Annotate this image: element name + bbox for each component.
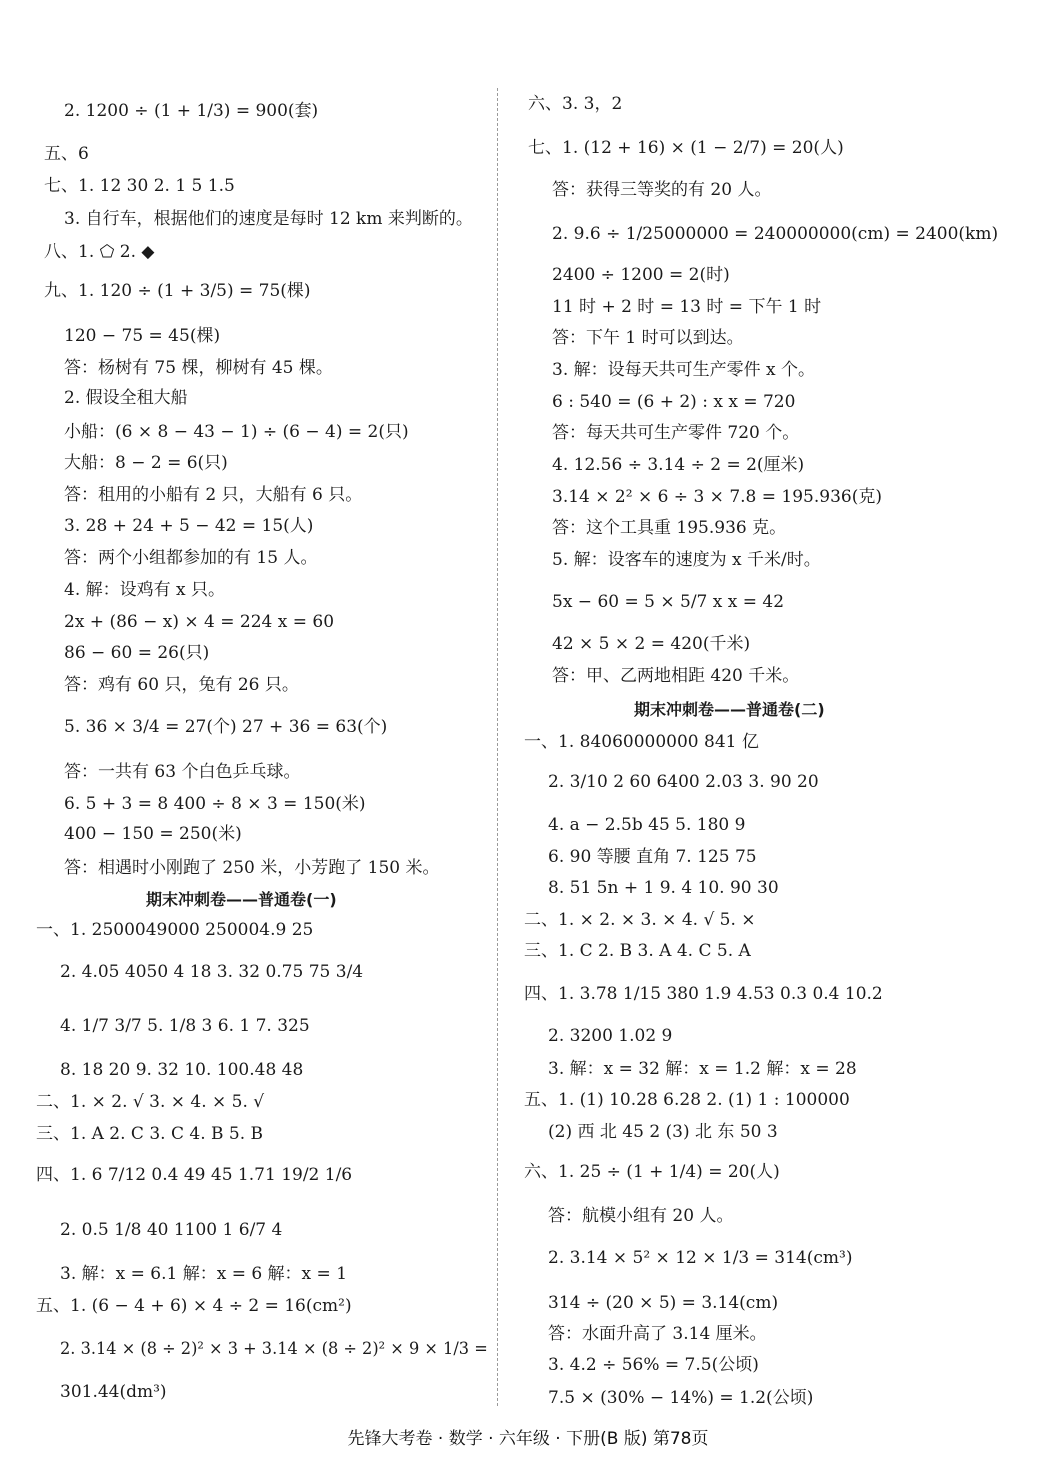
answer-line: 五、1. (1) 10.28 6.28 2. (1) 1 : 100000	[524, 1090, 850, 1110]
answer-line: 6. 5 + 3 = 8 400 ÷ 8 × 3 = 150(米)	[64, 794, 366, 814]
answer-line: 答：鸡有 60 只，兔有 26 只。	[64, 675, 299, 695]
answer-line: 4. 12.56 ÷ 3.14 ÷ 2 = 2(厘米)	[552, 455, 805, 475]
answer-line: (2) 西 北 45 2 (3) 北 东 50 3	[548, 1122, 778, 1142]
answer-line: 5x − 60 = 5 × 5/7 x x = 42	[552, 592, 785, 612]
answer-line: 五、1. (6 − 4 + 6) × 4 ÷ 2 = 16(cm²)	[36, 1296, 352, 1316]
answer-line: 一、1. 2500049000 250004.9 25	[36, 920, 314, 940]
answer-line: 三、1. C 2. B 3. A 4. C 5. A	[524, 941, 751, 961]
answer-line: 4. a − 2.5b 45 5. 180 9	[548, 815, 746, 835]
answer-line: 七、1. 12 30 2. 1 5 1.5	[44, 176, 235, 196]
answer-line: 答：一共有 63 个白色乒乓球。	[64, 762, 301, 782]
answer-line: 大船：8 − 2 = 6(只)	[64, 453, 228, 473]
answer-line: 8. 51 5n + 1 9. 4 10. 90 30	[548, 878, 779, 898]
section-heading: 期末冲刺卷——普通卷(一)	[146, 890, 337, 909]
answer-line: 小船：(6 × 8 − 43 − 1) ÷ (6 − 4) = 2(只)	[64, 422, 409, 442]
answer-line: 2. 1200 ÷ (1 + 1/3) = 900(套)	[64, 101, 319, 121]
answer-line: 二、1. × 2. × 3. × 4. √ 5. ×	[524, 910, 756, 930]
answer-line: 3. 解：设每天共可生产零件 x 个。	[552, 360, 816, 380]
answer-line: 答：两个小组都参加的有 15 人。	[64, 548, 318, 568]
answer-line: 8. 18 20 9. 32 10. 100.48 48	[60, 1060, 304, 1080]
answer-line: 301.44(dm³)	[60, 1382, 167, 1402]
answer-line: 6. 90 等腰 直角 7. 125 75	[548, 847, 757, 867]
answer-line: 2. 0.5 1/8 40 1100 1 6/7 4	[60, 1220, 283, 1240]
answer-line: 3. 解：x = 6.1 解：x = 6 解：x = 1	[60, 1264, 348, 1284]
answer-line: 42 × 5 × 2 = 420(千米)	[552, 634, 751, 654]
answer-line: 六、3. 3，2	[528, 94, 623, 114]
answer-line: 答：杨树有 75 棵，柳树有 45 棵。	[64, 358, 333, 378]
answer-line: 2400 ÷ 1200 = 2(时)	[552, 265, 730, 285]
answer-line: 2x + (86 − x) × 4 = 224 x = 60	[64, 612, 335, 632]
answer-line: 一、1. 84060000000 841 亿	[524, 732, 759, 752]
answer-line: 3. 28 + 24 + 5 − 42 = 15(人)	[64, 516, 314, 536]
answer-line: 八、1. ⬠ 2. ◆	[44, 242, 155, 262]
answer-line: 四、1. 6 7/12 0.4 49 45 1.71 19/2 1/6	[36, 1165, 353, 1185]
answer-line: 四、1. 3.78 1/15 380 1.9 4.53 0.3 0.4 10.2	[524, 984, 883, 1004]
answer-line: 答：下午 1 时可以到达。	[552, 328, 744, 348]
answer-line: 答：获得三等奖的有 20 人。	[552, 180, 772, 200]
answer-line: 2. 4.05 4050 4 18 3. 32 0.75 75 3/4	[60, 962, 364, 982]
answer-line: 三、1. A 2. C 3. C 4. B 5. B	[36, 1124, 264, 1144]
answer-line: 3. 4.2 ÷ 56% = 7.5(公顷)	[548, 1355, 759, 1375]
answer-line: 2. 3200 1.02 9	[548, 1026, 673, 1046]
answer-line: 答：租用的小船有 2 只，大船有 6 只。	[64, 485, 363, 505]
answer-line: 2. 3/10 2 60 6400 2.03 3. 90 20	[548, 772, 819, 792]
answer-line: 答：这个工具重 195.936 克。	[552, 518, 787, 538]
answer-line: 3.14 × 2² × 6 ÷ 3 × 7.8 = 195.936(克)	[552, 487, 882, 507]
answer-line: 2. 假设全租大船	[64, 388, 188, 408]
answer-line: 六、1. 25 ÷ (1 + 1/4) = 20(人)	[524, 1162, 780, 1182]
answer-line: 3. 自行车，根据他们的速度是每时 12 km 来判断的。	[64, 209, 473, 229]
answer-line: 86 − 60 = 26(只)	[64, 643, 210, 663]
answer-line: 5. 解：设客车的速度为 x 千米/时。	[552, 550, 821, 570]
answer-line: 400 − 150 = 250(米)	[64, 824, 242, 844]
answer-line: 3. 解：x = 32 解：x = 1.2 解：x = 28	[548, 1059, 857, 1079]
answer-line: 314 ÷ (20 × 5) = 3.14(cm)	[548, 1293, 779, 1313]
section-heading: 期末冲刺卷——普通卷(二)	[634, 700, 825, 719]
answer-line: 2. 3.14 × 5² × 12 × 1/3 = 314(cm³)	[548, 1248, 853, 1268]
answer-line: 答：每天共可生产零件 720 个。	[552, 423, 800, 443]
answer-line: 120 − 75 = 45(棵)	[64, 326, 221, 346]
answer-line: 7.5 × (30% − 14%) = 1.2(公顷)	[548, 1388, 814, 1408]
answer-line: 2. 9.6 ÷ 1/25000000 = 240000000(cm) = 2400(km)	[552, 224, 999, 244]
answer-line: 答：航模小组有 20 人。	[548, 1206, 734, 1226]
answer-line: 答：水面升高了 3.14 厘米。	[548, 1324, 767, 1344]
answer-line: 答：相遇时小刚跑了 250 米，小芳跑了 150 米。	[64, 858, 440, 878]
answer-line: 4. 1/7 3/7 5. 1/8 3 6. 1 7. 325	[60, 1016, 310, 1036]
answer-line: 2. 3.14 × (8 ÷ 2)² × 3 + 3.14 × (8 ÷ 2)² × 9 × 1/3 =	[60, 1339, 488, 1359]
answer-line: 5. 36 × 3/4 = 27(个) 27 + 36 = 63(个)	[64, 717, 388, 737]
answer-line: 二、1. × 2. √ 3. × 4. × 5. √	[36, 1092, 265, 1112]
answer-line: 答：甲、乙两地相距 420 千米。	[552, 666, 800, 686]
answer-line: 4. 解：设鸡有 x 只。	[64, 580, 226, 600]
page-footer: 先锋大考卷 · 数学 · 六年级 · 下册(B 版) 第78页	[347, 1429, 709, 1449]
column-divider	[497, 88, 498, 1406]
answer-line: 九、1. 120 ÷ (1 + 3/5) = 75(棵)	[44, 281, 311, 301]
answer-line: 七、1. (12 + 16) × (1 − 2/7) = 20(人)	[528, 138, 844, 158]
answer-line: 6 : 540 = (6 + 2) : x x = 720	[552, 392, 796, 412]
answer-line: 11 时 + 2 时 = 13 时 = 下午 1 时	[552, 297, 822, 317]
answer-line: 五、6	[44, 144, 89, 164]
